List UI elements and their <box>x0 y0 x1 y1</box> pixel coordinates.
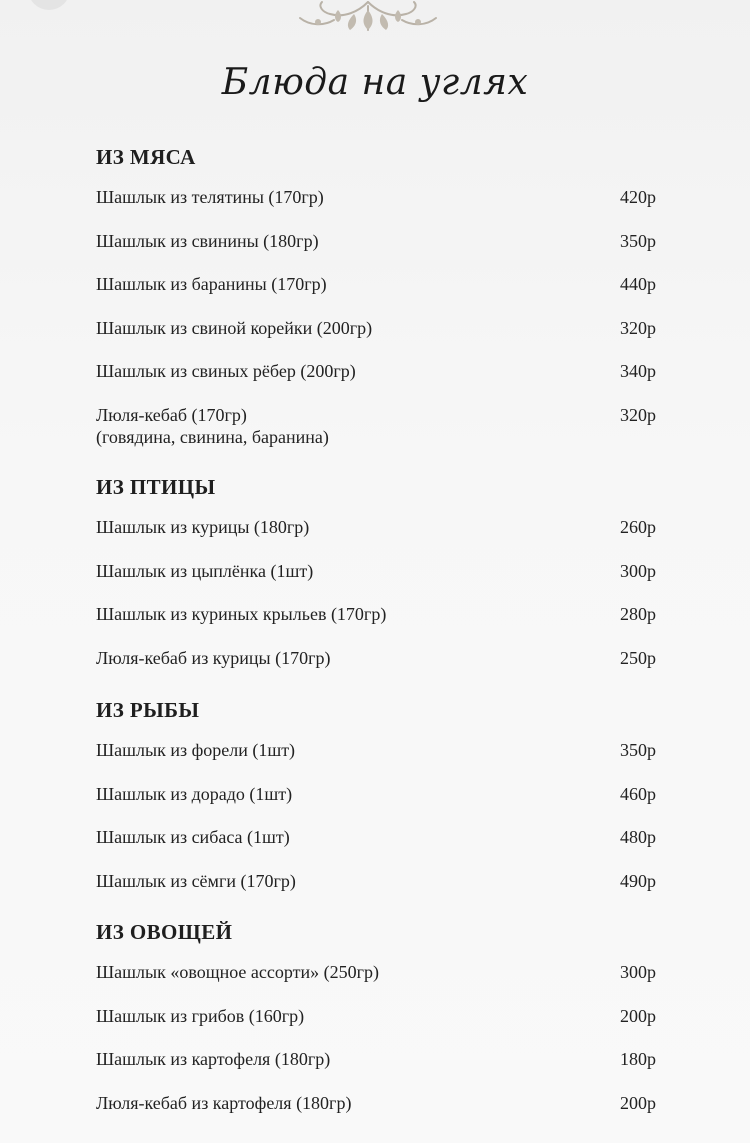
item-price: 300р <box>620 962 656 982</box>
section-title: ИЗ МЯСА <box>96 145 196 169</box>
menu-item <box>96 647 656 691</box>
item-price: 420р <box>620 187 656 207</box>
item-price: 200р <box>620 1005 656 1026</box>
section-poultry <box>96 476 656 690</box>
section-title: ИЗ РЫБЫ <box>96 698 200 722</box>
menu-item <box>96 870 656 914</box>
menu-item <box>96 1048 656 1092</box>
item-name: Шашлык из дорадо (1шт) <box>96 783 293 804</box>
section-title: ИЗ ОВОЩЕЙ <box>96 920 233 944</box>
item-name: Шашлык из куриных крыльев (170гр) <box>96 604 387 624</box>
item-name: Шашлык из картофеля (180гр) <box>96 1049 331 1069</box>
item-price: 320р <box>620 404 656 425</box>
menu-item <box>96 603 656 647</box>
item-name: Шашлык из свиной корейки (200гр) <box>96 317 373 338</box>
item-price: 250р <box>620 647 656 668</box>
menu-item <box>96 1005 656 1049</box>
item-name: Люля-кебаб из курицы (170гр) <box>96 647 331 668</box>
menu-item <box>96 360 656 404</box>
menu-item <box>96 186 656 230</box>
item-name: Шашлык из баранины (170гр) <box>96 274 327 294</box>
menu-item <box>96 1092 656 1136</box>
section-fish <box>96 699 656 913</box>
menu-item <box>96 317 656 361</box>
menu-item <box>96 516 656 560</box>
item-name: Шашлык из свинины (180гр) <box>96 230 319 251</box>
item-name: Шашлык из форели (1шт) <box>96 740 296 760</box>
item-name: Шашлык из грибов (160гр) <box>96 1005 305 1026</box>
floral-ornament-icon <box>278 0 458 34</box>
item-price: 340р <box>620 361 656 381</box>
item-price: 350р <box>620 230 656 251</box>
item-price: 280р <box>620 604 656 624</box>
section-vegetables <box>96 921 656 1135</box>
corner-shape <box>28 0 70 10</box>
item-price: 350р <box>620 740 656 760</box>
menu-item <box>96 826 656 870</box>
menu-item <box>96 739 656 783</box>
item-name: Шашлык из телятины (170гр) <box>96 187 324 207</box>
page-title: Блюда на углях <box>221 62 529 103</box>
menu-item <box>96 273 656 317</box>
item-price: 180р <box>620 1049 656 1069</box>
item-name: Люля-кебаб из картофеля (180гр) <box>96 1092 352 1113</box>
menu-item <box>96 783 656 827</box>
menu-item <box>96 560 656 604</box>
item-price: 260р <box>620 517 656 537</box>
item-note: (говядина, свинина, баранина) <box>96 426 329 447</box>
item-price: 200р <box>620 1092 656 1113</box>
item-name: Шашлык из сёмги (170гр) <box>96 870 296 891</box>
item-price: 440р <box>620 274 656 294</box>
item-price: 300р <box>620 560 656 581</box>
item-price: 460р <box>620 783 656 804</box>
item-price: 480р <box>620 827 656 847</box>
section-meat <box>96 146 656 490</box>
section-title: ИЗ ПТИЦЫ <box>96 475 216 499</box>
item-price: 490р <box>620 870 656 891</box>
menu-item <box>96 230 656 274</box>
item-name: Шашлык из курицы (180гр) <box>96 517 310 537</box>
item-name: Люля-кебаб (170гр) <box>96 404 247 425</box>
item-price: 320р <box>620 317 656 338</box>
item-name: Шашлык из сибаса (1шт) <box>96 827 290 847</box>
item-name: Шашлык из цыплёнка (1шт) <box>96 560 314 581</box>
item-name: Шашлык из свиных рёбер (200гр) <box>96 361 356 381</box>
item-name: Шашлык «овощное ассорти» (250гр) <box>96 962 380 982</box>
menu-item <box>96 961 656 1005</box>
